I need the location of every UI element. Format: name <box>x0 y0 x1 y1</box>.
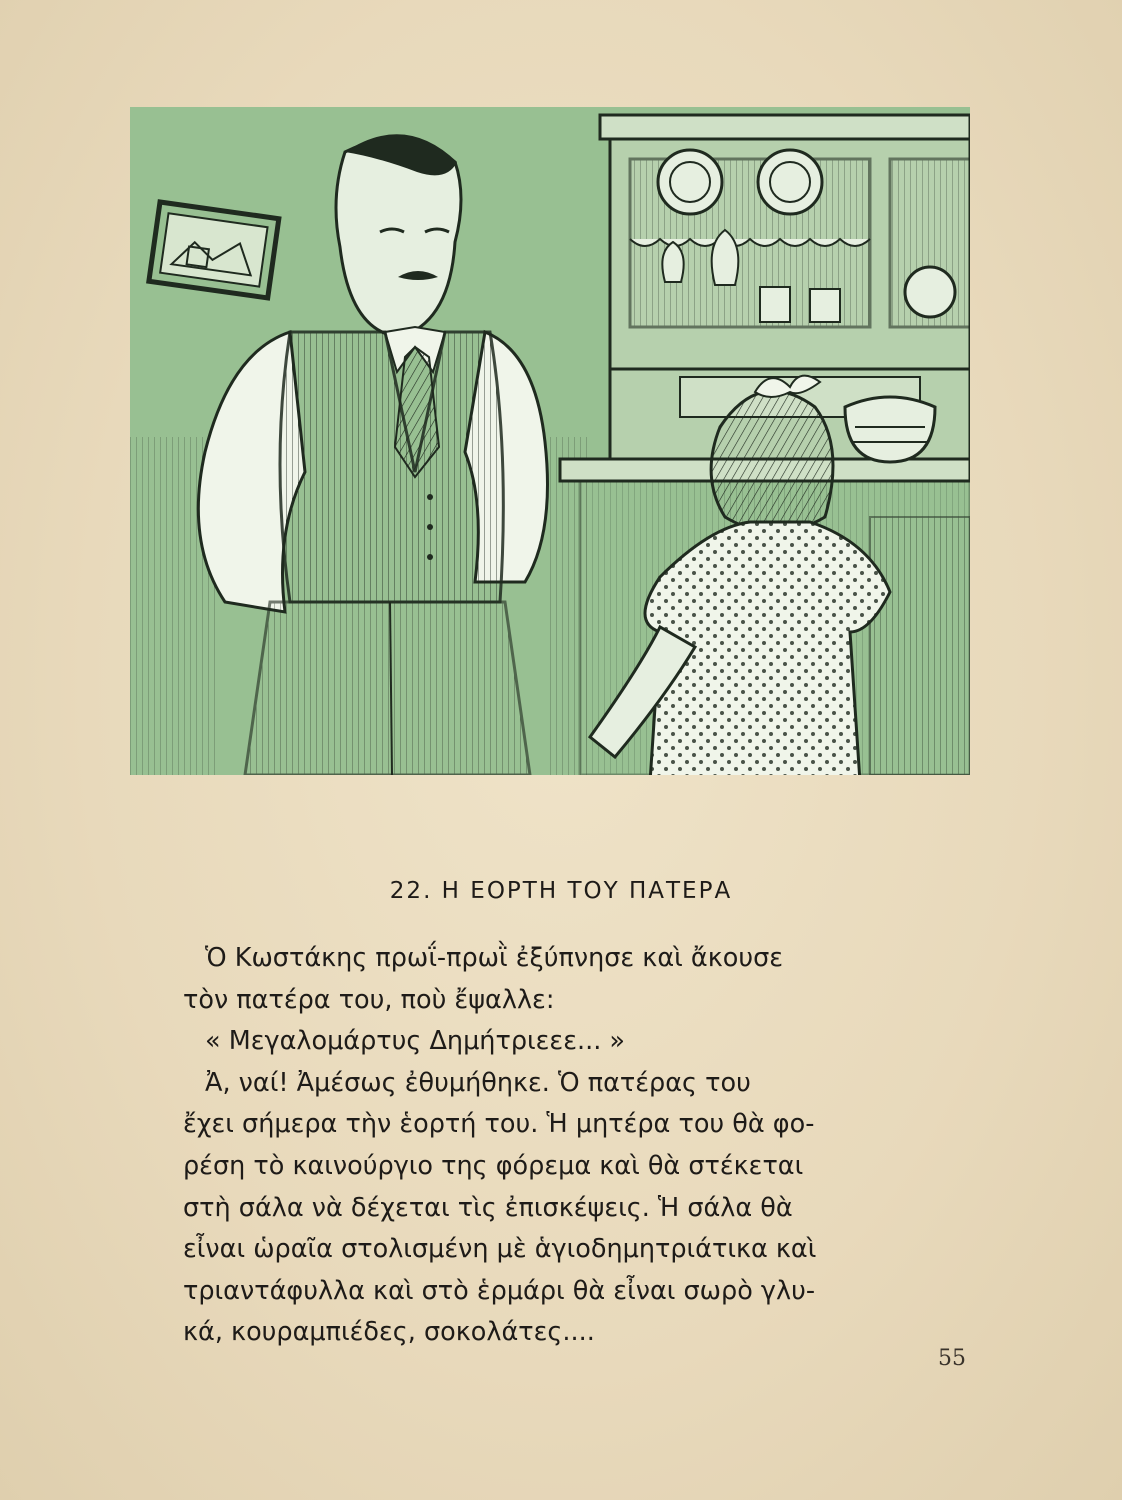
chapter-body <box>183 938 968 1354</box>
body-line: εἶναι ὡραῖα στολισμένη μὲ ἁγιοδημητριάτικα καὶ <box>183 1234 817 1265</box>
body-line: ἔχει σήμερα τὴν ἑορτή του. Ἡ μητέρα του θὰ φο- <box>183 1109 815 1140</box>
body-line: Ἀ, ναί! Ἀμέσως ἐθυμήθηκε. Ὁ πατέρας του <box>205 1067 751 1098</box>
body-line: Ὁ Κωστάκης πρωΐ-πρωῒ ἐξύπνησε καὶ ἄκουσε <box>205 943 784 973</box>
chapter-title: 22. Η ΕΟΡΤΗ ΤΟΥ ΠΑΤΕΡΑ <box>389 878 733 904</box>
body-line: τριαντάφυλλα καὶ στὸ ἑρμάρι θὰ εἶναι σωρὸ γλυ- <box>183 1275 816 1306</box>
page-number: 55 <box>938 1346 966 1371</box>
body-line: κά, κουραμπιέδες, σοκολάτες.... <box>183 1317 595 1348</box>
father-and-daughter-illustration-icon <box>130 107 970 775</box>
body-line: τὸν πατέρα του, ποὺ ἔψαλλε: <box>183 984 555 1015</box>
body-line: ρέση τὸ καινούργιο της φόρεμα καὶ θὰ στέκεται <box>183 1150 804 1181</box>
body-line: στὴ σάλα νὰ δέχεται τὶς ἐπισκέψεις. Ἡ σάλα θὰ <box>183 1192 793 1223</box>
body-line: « Μεγαλομάρτυς Δημήτριεεε... » <box>205 1026 626 1057</box>
